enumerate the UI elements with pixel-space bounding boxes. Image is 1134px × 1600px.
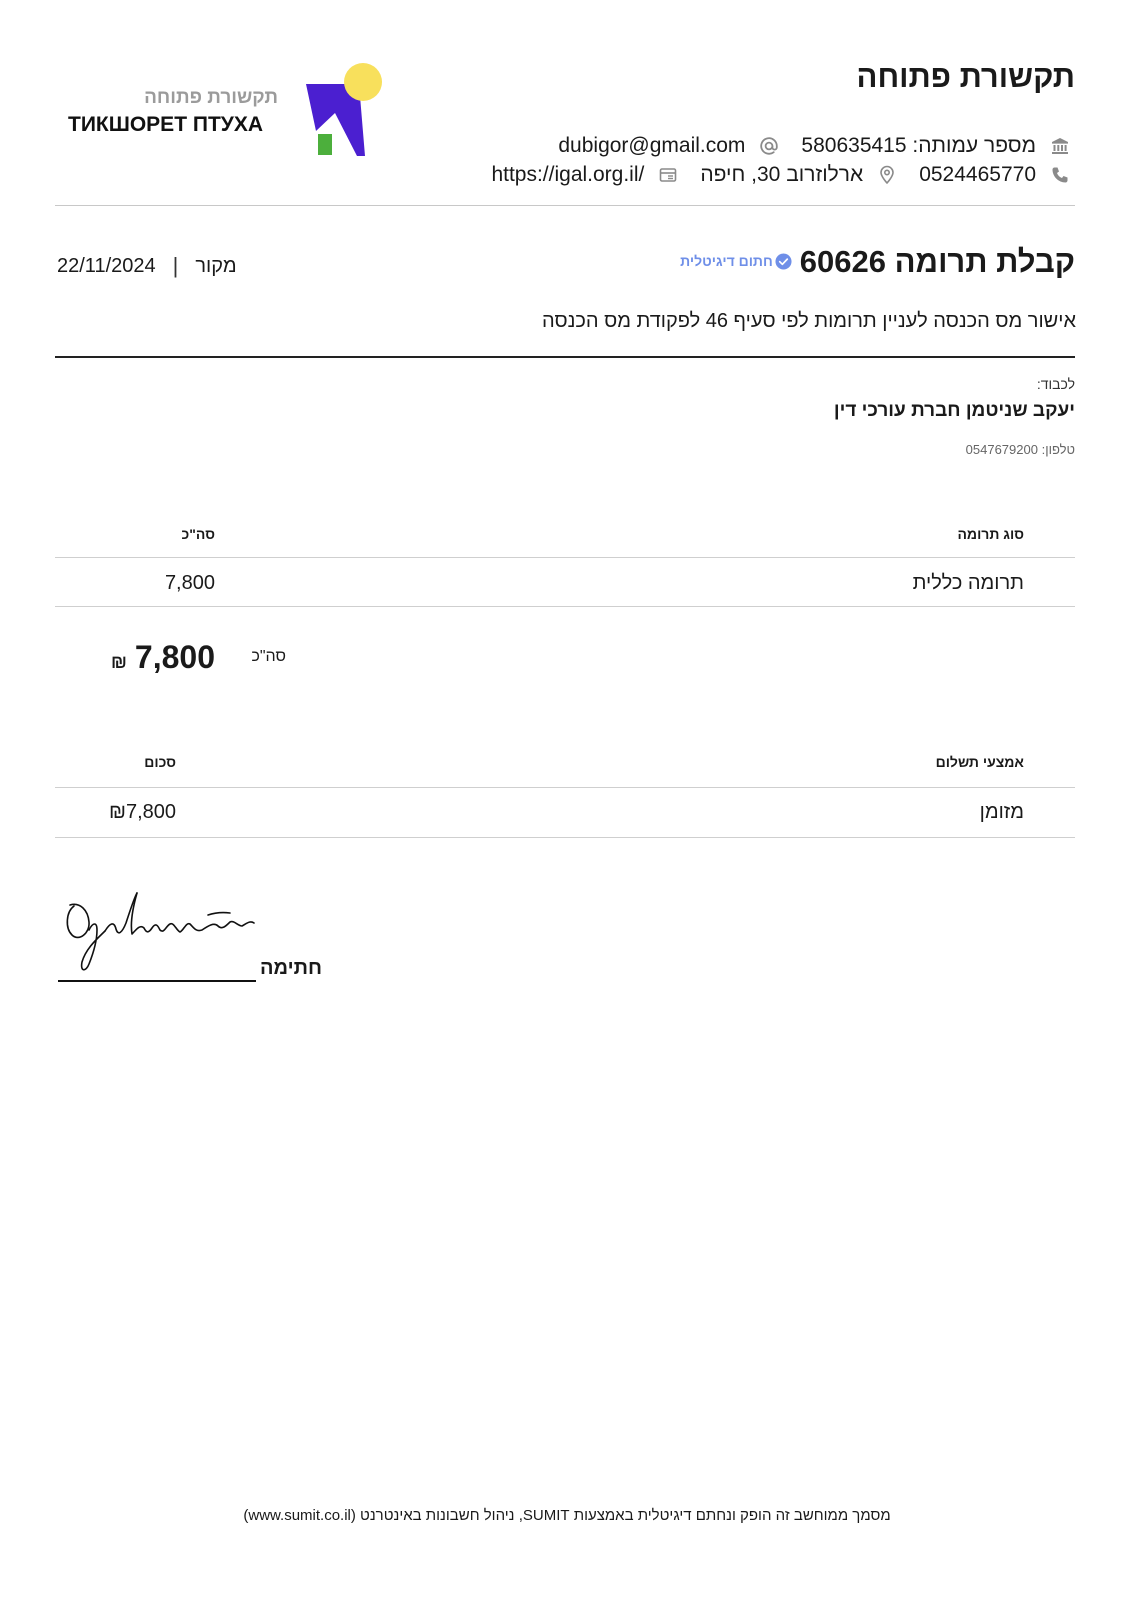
donation-total-cell: 7,800: [164, 572, 215, 594]
organization-phone: 0524465770: [919, 163, 1036, 186]
table-divider: [55, 606, 1075, 607]
check-badge-icon: [775, 253, 792, 270]
payment-amount-header: סכום: [144, 754, 176, 770]
grand-total: [111, 638, 215, 676]
table-divider: [55, 837, 1075, 838]
donation-type-cell: תרומה כללית: [912, 572, 1024, 594]
recipient-name: יעקב שניטמן חברת עורכי דין: [833, 400, 1075, 421]
logo-text-russian: ТИКШОРЕТ ПТУХА: [68, 113, 264, 136]
payment-method-cell: מזומן: [979, 801, 1024, 823]
payment-amount-cell: ₪7,800: [108, 801, 176, 823]
phone-icon: [1050, 165, 1070, 185]
recipient-to-label: לכבוד:: [1036, 376, 1075, 392]
header-divider: [55, 205, 1075, 206]
logo-text-hebrew: תקשורת פתוחה: [144, 87, 278, 108]
contact-row-phone-address: [491, 162, 1070, 187]
digital-signature-badge: [680, 253, 792, 270]
copy-type: מקור: [195, 255, 237, 278]
payment-method-header: אמצעי תשלום: [935, 754, 1024, 770]
document-meta: [57, 253, 237, 279]
email-link[interactable]: dubigor@gmail.com: [558, 134, 746, 157]
document-date: 22/11/2024: [57, 255, 156, 278]
footer-note: מסמך ממוחשב זה הופק ונחתם דיגיטלית באמצעות SUMIT, ניהול חשבונות באינטרנט (www.sumit.co.il): [243, 1507, 891, 1524]
donation-type-header: סוג תרומה: [957, 526, 1024, 542]
at-sign-icon: [759, 136, 779, 156]
table-divider: [55, 787, 1075, 788]
digital-signature-label: חתום דיגיטלית: [680, 253, 773, 270]
grand-total-value: 7,800: [134, 639, 215, 675]
bank-icon: [1050, 136, 1070, 156]
grand-total-label: סה"כ: [251, 648, 286, 665]
signature-line: [58, 980, 256, 982]
document-title: קבלת תרומה 60626: [799, 244, 1075, 279]
table-divider: [55, 557, 1075, 558]
grand-total-currency: ₪: [111, 652, 127, 672]
registration-number: מספר עמותה: 580635415: [801, 134, 1036, 157]
title-divider: [55, 356, 1075, 358]
document-title-row: [680, 243, 1075, 280]
signature-label: חתימה: [260, 957, 323, 979]
organization-name: תקשורת פתוחה: [856, 59, 1075, 94]
meta-separator: |: [172, 253, 179, 278]
website-link[interactable]: https://igal.org.il/: [491, 163, 645, 186]
handwritten-signature: [58, 892, 258, 978]
recipient-phone: טלפון: 0547679200: [965, 442, 1075, 457]
map-pin-icon: [877, 165, 897, 185]
organization-address: ארלוזרוב 30, חיפה: [700, 163, 864, 186]
web-icon: [658, 165, 678, 185]
logo-graphic: [304, 61, 386, 159]
donation-total-header: סה"כ: [181, 526, 215, 542]
contact-row-registration: [558, 133, 1070, 158]
document-subtitle: אישור מס הכנסה לעניין תרומות לפי סעיף 46 לפקודת מס הכנסה: [541, 310, 1076, 332]
